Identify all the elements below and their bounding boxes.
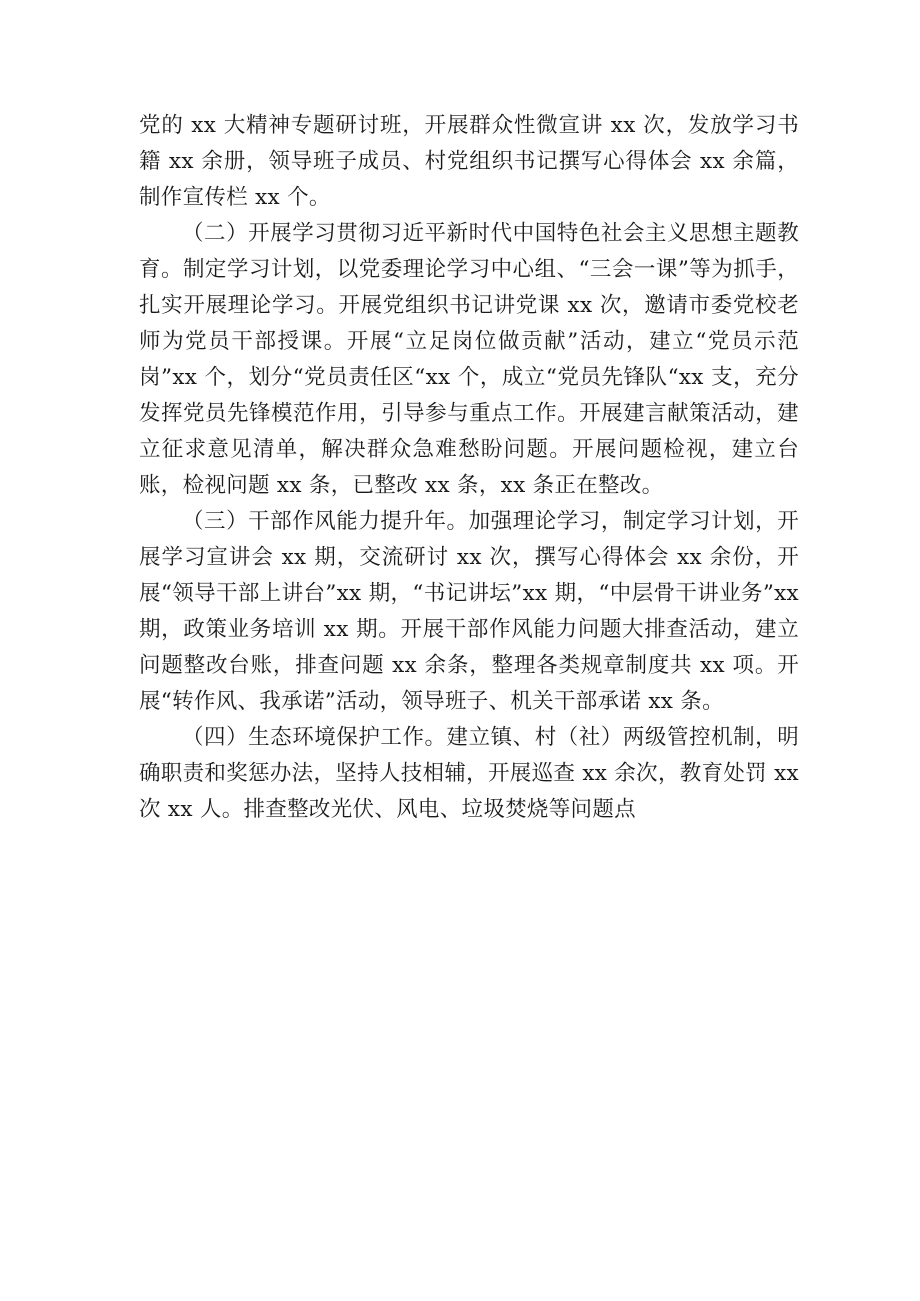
paragraph-section-2: （二）开展学习贯彻习近平新时代中国特色社会主义思想主题教育。制定学习计划，以党委理论学习中心组、“三会一课”等为抓手，扎实开展理论学习。开展党组织书记讲党课 xx 次，邀请市委党校老师为党员干部授课。开展“立足岗位做贡献”活动，建立“党员示范岗”xx 个，划分“党员责任区“xx 个，成立“党员先锋队“xx 支，充分发挥党员先锋模范作用，引导参与重点工作。开展建言献策活动，建立征求意见清单，解决群众急难愁盼问题。开展问题检视，建立台账，检视问题 xx 条，已整改 xx 条，xx 条正在整改。 xyxy=(139,221,799,498)
paragraph-continuation: 党的 xx 大精神专题研讨班，开展群众性微宣讲 xx 次，发放学习书籍 xx 余册，领导班子成员、村党组织书记撰写心得体会 xx 余篇，制作宣传栏 xx 个。 xyxy=(139,113,799,210)
paragraph-section-3: （三）干部作风能力提升年。加强理论学习，制定学习计划，开展学习宣讲会 xx 期，交流研讨 xx 次，撰写心得体会 xx 余份，开展“领导干部上讲台”xx 期，“书记讲坛”xx 期，“中层骨干讲业务”xx 期，政策业务培训 xx 期。开展干部作风能力问题大排查活动，建立问题整改台账，排查问题 xx 余条，整理各类规章制度共 xx 项。开展“转作风、我承诺”活动，领导班子、机关干部承诺 xx 条。 xyxy=(139,509,799,714)
paragraph-section-4: （四）生态环境保护工作。建立镇、村（社）两级管控机制，明确职责和奖惩办法，坚持人技相辅，开展巡查 xx 余次，教育处罚 xx 次 xx 人。排查整改光伏、风电、垃圾焚烧等问题点 xyxy=(139,725,799,822)
document-body xyxy=(139,108,799,828)
